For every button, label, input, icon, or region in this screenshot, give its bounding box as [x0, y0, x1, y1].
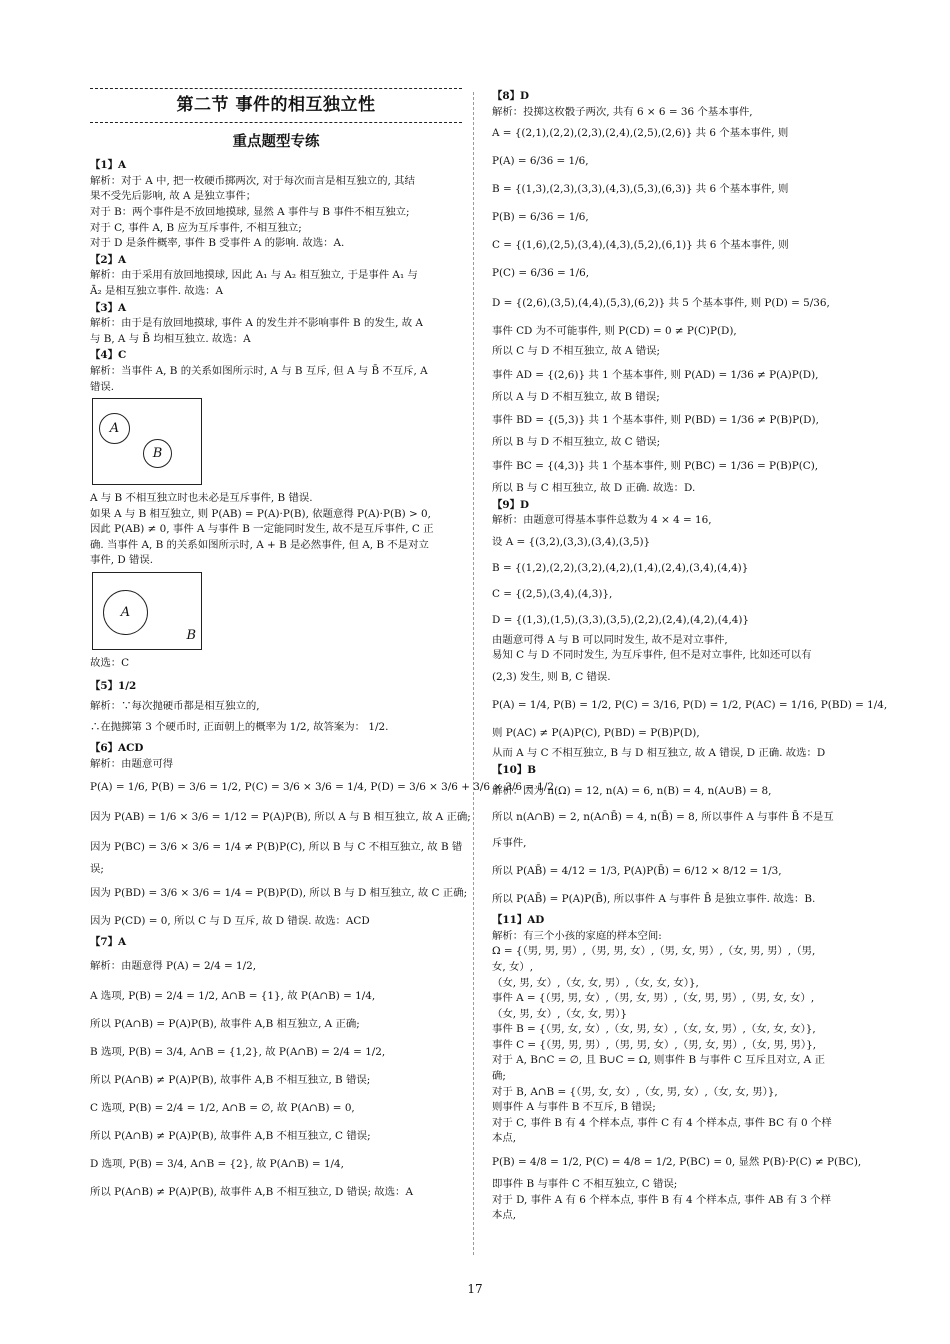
- text-line: 因为 P(BD) = 3/6 × 3/6 = 1/4 = P(B)P(D), 所以 B 与 D 相互独立, 故 C 正确;: [90, 887, 468, 900]
- text-line: 解析：投掷这枚骰子两次, 共有 6 × 6 = 36 个基本事件,: [492, 105, 753, 118]
- text-line: P(A) = 1/6, P(B) = 3/6 = 1/2, P(C) = 3/6 × 3/6 = 1/4, P(D) = 3/6 × 3/6 + 3/6 × 3/6 = 1/2.: [90, 781, 558, 794]
- text-line: 对于 B, A∩B = {（男, 女, 女）,（女, 男, 女）,（女, 女, 男）},: [492, 1085, 778, 1098]
- venn-diagram: [92, 398, 202, 485]
- text-line: 故选：C: [90, 657, 130, 670]
- text-line: 斥事件,: [492, 837, 527, 850]
- text-line: 因为 P(BC) = 3/6 × 3/6 = 1/4 ≠ P(B)P(C), 所以 B 与 C 不相互独立, 故 B 错: [90, 841, 463, 854]
- set-a-circle: A: [103, 590, 148, 635]
- text-line: (2,3) 发生, 则 B, C 错误.: [492, 670, 611, 683]
- question-header: 【3】A: [90, 301, 127, 314]
- text-line: ∴在抛掷第 3 个硬币时, 正面朝上的概率为 1/2, 故答案为： 1/2.: [90, 721, 389, 734]
- right-column: [492, 88, 888, 1224]
- text-line: 所以 P(AB̄) = 4/12 = 1/3, P(A)P(B̄) = 6/12 × 8/12 = 1/3,: [492, 865, 782, 878]
- text-line: P(B) = 6/36 = 1/6,: [492, 211, 589, 224]
- text-line: A 与 B 不相互独立时也未必是互斥事件, B 错误.: [90, 492, 313, 505]
- text-line: 误;: [90, 863, 104, 876]
- text-line: 如果 A 与 B 相互独立, 则 P(AB) = P(A)·P(B), 依题意得 P(A)·P(B) > 0,: [90, 507, 431, 520]
- text-line: 事件 B = {（男, 女, 女）,（女, 男, 女）,（女, 女, 男）,（女, 女, 女）},: [492, 1023, 816, 1036]
- text-line: 对于 D 是条件概率, 事件 B 受事件 A 的影响. 故选：A.: [90, 237, 345, 250]
- text-line: 错误.: [90, 380, 115, 393]
- text-line: 所以 P(AB̄) = P(A)P(B̄), 所以事件 A 与事件 B̄ 是独立事件. 故选：B.: [492, 893, 816, 906]
- subsection-title: 重点题型专练: [232, 133, 320, 150]
- question-header: 【2】A: [90, 253, 127, 266]
- text-line: 事件, D 错误.: [90, 554, 154, 567]
- set-b-circle: B: [143, 439, 172, 468]
- text-line: 本点,: [492, 1132, 517, 1145]
- question-header: 【7】A: [90, 936, 127, 949]
- text-line: 事件 C = {（男, 男, 男）,（男, 男, 女）,（男, 女, 男）,（女, 男, 男）},: [492, 1038, 817, 1051]
- text-line: 所以 P(A∩B) ≠ P(A)P(B), 故事件 A,B 不相互独立, C 错误;: [90, 1129, 371, 1142]
- text-line: 易知 C 与 D 不同时发生, 为互斥事件, 但不是对立事件, 比如还可以有: [492, 649, 812, 662]
- text-line: 本点,: [492, 1209, 517, 1222]
- text-line: D 选项, P(B) = 3/4, A∩B = {2}, 故 P(A∩B) = 1/4,: [90, 1157, 344, 1170]
- text-line: 因为 P(CD) = 0, 所以 C 与 D 互斥, 故 D 错误. 故选：ACD: [90, 915, 370, 928]
- text-line: 解析：有三个小孩的家庭的样本空间:: [492, 929, 662, 942]
- text-line: C = {(1,6),(2,5),(3,4),(4,3),(5,2),(6,1)} 共 6 个基本事件, 则: [492, 239, 789, 252]
- set-a-circle: A: [99, 413, 130, 444]
- text-line: 解析：∵每次抛硬币都是相互独立的,: [90, 699, 260, 712]
- text-line: P(A) = 1/4, P(B) = 1/2, P(C) = 3/16, P(D) = 1/2, P(AC) = 1/16, P(BD) = 1/4,: [492, 698, 888, 711]
- text-line: 对于 A, B∩C = ∅, 且 B∪C = Ω, 则事件 B 与事件 C 互斥且对立, A 正: [492, 1054, 825, 1067]
- text-line: 对于 D, 事件 A 有 6 个样本点, 事件 B 有 4 个样本点, 事件 AB 有 3 个样: [492, 1193, 832, 1206]
- question-header: 【11】AD: [492, 914, 545, 927]
- text-line: 确. 当事件 A, B 的关系如图所示时, A + B 是必然事件, 但 A, B 不是对立: [90, 538, 429, 551]
- text-line: 对于 C, 事件 A, B 应为互斥事件, 不相互独立;: [90, 221, 302, 234]
- text-line: 女, 女）,: [492, 960, 534, 973]
- title-rule-bottom: [90, 122, 462, 123]
- text-line: 设 A = {(3,2),(3,3),(3,4),(3,5)}: [492, 535, 651, 548]
- text-line: 所以 P(A∩B) ≠ P(A)P(B), 故事件 A,B 不相互独立, B 错误;: [90, 1073, 371, 1086]
- text-line: 所以 B 与 D 不相互独立, 故 C 错误;: [492, 436, 661, 449]
- text-line: 解析：由题意得 P(A) = 2/4 = 1/2,: [90, 959, 257, 972]
- text-line: 事件 BC = {(4,3)} 共 1 个基本事件, 则 P(BC) = 1/36 = P(B)P(C),: [492, 459, 819, 472]
- text-line: 所以 C 与 D 不相互独立, 故 A 错误;: [492, 345, 661, 358]
- text-line: 因此 P(AB) ≠ 0, 事件 A 与事件 B 一定能同时发生, 故不是互斥事件, C 正: [90, 523, 434, 536]
- text-line: P(C) = 6/36 = 1/6,: [492, 267, 590, 280]
- text-line: 事件 AD = {(2,6)} 共 1 个基本事件, 则 P(AD) = 1/36 ≠ P(A)P(D),: [492, 368, 819, 381]
- text-line: 即事件 B 与事件 C 不相互独立, C 错误;: [492, 1178, 678, 1191]
- column-divider: [473, 92, 474, 1255]
- question-header: 【9】D: [492, 498, 530, 511]
- text-line: B 选项, P(B) = 3/4, A∩B = {1,2}, 故 P(A∩B) = 2/4 = 1/2,: [90, 1045, 386, 1058]
- question-header: 【10】B: [492, 763, 537, 776]
- set-b-label: B: [186, 628, 196, 644]
- text-line: 因为 P(AB) = 1/6 × 3/6 = 1/12 = P(A)P(B), 所以 A 与 B 相互独立, 故 A 正确;: [90, 811, 471, 824]
- text-line: 事件 CD 为不可能事件, 则 P(CD) = 0 ≠ P(C)P(D),: [492, 325, 737, 338]
- text-line: 对于 B：两个事件是不放回地摸球, 显然 A 事件与 B 事件不相互独立;: [90, 205, 410, 218]
- text-line: B = {(1,2),(2,2),(3,2),(4,2),(1,4),(2,4),(3,4),(4,4)}: [492, 561, 749, 574]
- question-header: 【6】ACD: [90, 742, 144, 755]
- text-line: Ā₂ 是相互独立事件. 故选：A: [90, 284, 223, 297]
- text-line: A = {(2,1),(2,2),(2,3),(2,4),(2,5),(2,6)} 共 6 个基本事件, 则: [492, 127, 789, 140]
- text-line: D = {(2,6),(3,5),(4,4),(5,3),(6,2)} 共 5 个基本事件, 则 P(D) = 5/36,: [492, 297, 830, 310]
- text-line: 解析：对于 A 中, 把一枚硬币掷两次, 对于每次而言是相互独立的, 其结: [90, 174, 415, 187]
- question-header: 【4】C: [90, 349, 127, 362]
- question-header: 【5】1/2: [90, 679, 137, 692]
- text-line: P(A) = 6/36 = 1/6,: [492, 155, 589, 168]
- text-line: （女, 男, 女）,（女, 女, 男）,（女, 女, 女）},: [492, 976, 699, 989]
- text-line: P(B) = 4/8 = 1/2, P(C) = 4/8 = 1/2, P(BC) = 0, 显然 P(B)·P(C) ≠ P(BC),: [492, 1156, 862, 1169]
- text-line: 解析：由题意可得基本事件总数为 4 × 4 = 16,: [492, 514, 712, 527]
- text-line: 解析：由于采用有放回地摸球, 因此 A₁ 与 A₂ 相互独立, 于是事件 A₁ 与: [90, 269, 418, 282]
- text-line: 解析：因为 n(Ω) = 12, n(A) = 6, n(B) = 4, n(A∪B) = 8,: [492, 785, 772, 798]
- question-header: 【1】A: [90, 159, 127, 172]
- text-line: 事件 A = {（男, 男, 女）,（男, 女, 男）,（女, 男, 男）,（男, 女, 女）,: [492, 992, 815, 1005]
- text-line: 解析：当事件 A, B 的关系如图所示时, A 与 B 互斥, 但 A 与 B̄ 不互斥, A: [90, 364, 428, 377]
- text-line: 所以 P(A∩B) ≠ P(A)P(B), 故事件 A,B 不相互独立, D 错误; 故选：A: [90, 1185, 413, 1198]
- page-number: 17: [467, 1282, 483, 1296]
- text-line: B = {(1,3),(2,3),(3,3),(4,3),(5,3),(6,3)} 共 6 个基本事件, 则: [492, 183, 789, 196]
- text-line: A 选项, P(B) = 2/4 = 1/2, A∩B = {1}, 故 P(A∩B) = 1/4,: [90, 989, 376, 1002]
- text-line: 与 B, A 与 B̄ 均相互独立. 故选：A: [90, 332, 251, 345]
- venn-diagram: [92, 572, 202, 650]
- text-line: D = {(1,3),(1,5),(3,3),(3,5),(2,2),(2,4),(4,2),(4,4)}: [492, 613, 750, 626]
- text-line: C = {(2,5),(3,4),(4,3)},: [492, 587, 613, 600]
- text-line: 所以 P(A∩B) = P(A)P(B), 故事件 A,B 相互独立, A 正确;: [90, 1017, 360, 1030]
- text-line: Ω = {（男, 男, 男）,（男, 男, 女）,（男, 女, 男）,（女, 男, 男）,（男,: [492, 945, 816, 958]
- text-line: 对于 C, 事件 B 有 4 个样本点, 事件 C 有 4 个样本点, 事件 BC 有 0 个样: [492, 1116, 832, 1129]
- text-line: 则事件 A 与事件 B 不互斥, B 错误;: [492, 1101, 656, 1114]
- text-line: C 选项, P(B) = 2/4 = 1/2, A∩B = ∅, 故 P(A∩B) = 0,: [90, 1101, 355, 1114]
- text-line: 从而 A 与 C 不相互独立, B 与 D 相互独立, 故 A 错误, D 正确. 故选：D: [492, 746, 826, 759]
- text-line: 所以 B 与 C 相互独立, 故 D 正确. 故选：D.: [492, 481, 696, 494]
- text-line: 解析：由题意可得: [90, 757, 174, 770]
- title-rule-top: [90, 88, 462, 89]
- text-line: （女, 男, 女）,（女, 女, 男）}: [492, 1007, 628, 1020]
- text-line: 事件 BD = {(5,3)} 共 1 个基本事件, 则 P(BD) = 1/36 ≠ P(B)P(D),: [492, 414, 819, 427]
- right-solution-text: [492, 89, 888, 1224]
- text-line: 所以 n(A∩B) = 2, n(A∩B̄) = 4, n(B̄) = 8, 所以事件 A 与事件 B̄ 不是互: [492, 811, 834, 824]
- text-line: 由题意可得 A 与 B 可以同时发生, 故不是对立事件,: [492, 633, 728, 646]
- question-header: 【8】D: [492, 90, 530, 102]
- text-line: 所以 A 与 D 不相互独立, 故 B 错误;: [492, 390, 660, 403]
- section-title: 第二节 事件的相互独立性: [176, 95, 376, 115]
- text-line: 确;: [492, 1070, 506, 1083]
- text-line: 果不受先后影响, 故 A 是独立事件；: [90, 190, 257, 203]
- text-line: 则 P(AC) ≠ P(A)P(C), P(BD) = P(B)P(D),: [492, 726, 700, 739]
- text-line: 解析：由于是有放回地摸球, 事件 A 的发生并不影响事件 B 的发生, 故 A: [90, 317, 423, 330]
